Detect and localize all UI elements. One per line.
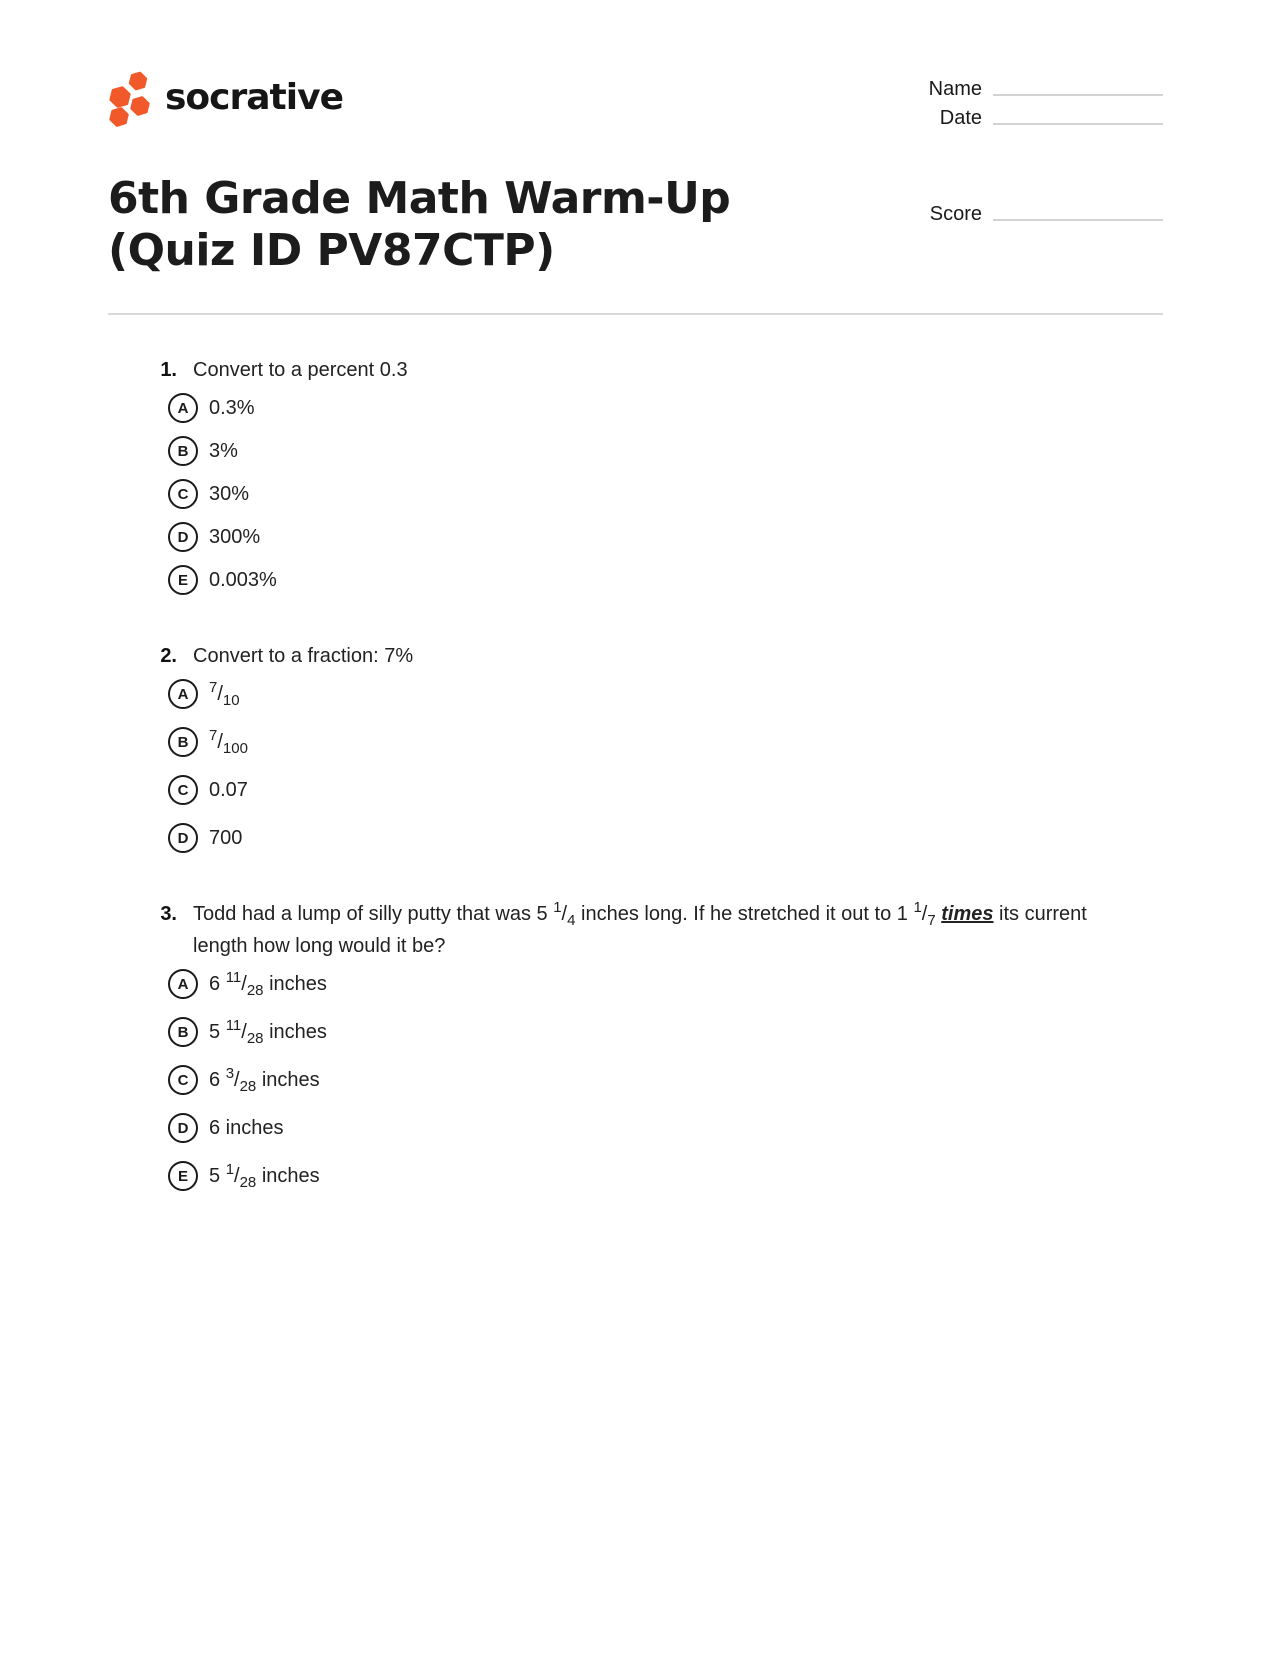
option-letter: D — [177, 528, 189, 546]
question-block — [108, 899, 1163, 1191]
socrative-wordmark: socrative — [165, 77, 343, 118]
option-text — [209, 440, 238, 463]
text-segment: inches — [263, 1020, 327, 1043]
date-field-row — [929, 107, 1163, 129]
text-segment: inches — [256, 1164, 320, 1187]
option-text — [209, 1160, 320, 1191]
option-bubble — [168, 436, 198, 466]
option-text — [209, 678, 240, 709]
answer-option-row — [168, 565, 1163, 595]
socrative-hexagons-icon — [108, 68, 152, 128]
option-text — [209, 1016, 327, 1047]
option-bubble — [168, 393, 198, 423]
question-text — [193, 899, 1098, 961]
question-block — [108, 641, 1163, 853]
text-segment: / — [234, 1068, 240, 1091]
options — [108, 393, 1163, 595]
option-text — [209, 526, 260, 549]
text-segment: Convert to a fraction: 7% — [193, 645, 414, 667]
name-label: Name — [928, 78, 982, 100]
option-letter: B — [177, 733, 189, 751]
option-letter: D — [177, 829, 189, 847]
option-text — [209, 397, 255, 420]
option-letter: C — [177, 485, 189, 503]
text-segment: 28 — [239, 1077, 257, 1095]
option-bubble — [168, 823, 198, 853]
text-segment: 1 — [225, 1160, 235, 1178]
answer-option-row — [168, 479, 1163, 509]
text-segment: / — [241, 972, 247, 995]
text-segment: 28 — [246, 981, 264, 999]
text-segment: 100 — [222, 739, 248, 757]
text-segment: 1 — [553, 899, 562, 916]
option-text — [209, 483, 249, 506]
page-header — [108, 68, 1163, 129]
answer-option-row — [168, 522, 1163, 552]
text-segment: its current length how long would it be? — [193, 903, 1087, 957]
text-segment: 7 — [927, 912, 936, 929]
option-letter: E — [177, 571, 188, 589]
option-text — [209, 968, 327, 999]
text-segment: 6 — [209, 972, 226, 995]
options — [108, 969, 1163, 1191]
text-segment: 11 — [225, 968, 242, 986]
text-segment: 4 — [567, 912, 576, 929]
text-segment: 6 — [209, 1068, 226, 1091]
text-segment: 7 — [209, 678, 218, 696]
option-bubble — [168, 1017, 198, 1047]
text-segment: / — [921, 903, 928, 925]
text-segment: Todd had a lump of silly putty that was 5 — [193, 903, 554, 925]
text-segment: / — [217, 682, 223, 705]
text-segment: inches — [256, 1068, 320, 1091]
option-text — [209, 827, 242, 850]
text-segment: / — [217, 730, 223, 753]
option-text — [209, 1117, 284, 1140]
option-bubble — [168, 1065, 198, 1095]
text-segment: / — [241, 1020, 247, 1043]
option-text — [209, 569, 277, 592]
option-letter: C — [177, 1071, 189, 1089]
question-number: 3. — [160, 903, 177, 925]
text-segment: times — [941, 903, 994, 925]
option-bubble — [168, 775, 198, 805]
option-letter: B — [177, 442, 189, 460]
option-letter: A — [177, 975, 189, 993]
text-segment: 28 — [246, 1029, 264, 1047]
question-block — [108, 355, 1163, 595]
option-bubble — [168, 479, 198, 509]
option-letter: A — [177, 685, 189, 703]
date-blank-line — [993, 123, 1163, 125]
answer-option-row — [168, 727, 1163, 757]
score-field — [930, 203, 1163, 225]
text-segment: 28 — [239, 1173, 257, 1191]
option-bubble — [168, 969, 198, 999]
option-bubble — [168, 522, 198, 552]
text-segment: 3 — [225, 1064, 235, 1082]
text-segment: 10 — [222, 691, 240, 709]
score-label: Score — [929, 203, 982, 225]
text-segment: 1 — [913, 899, 922, 916]
text-segment: 0.003% — [209, 568, 277, 591]
score-field-row — [930, 203, 1163, 225]
option-letter: E — [177, 1167, 188, 1185]
answer-option-row — [168, 1113, 1163, 1143]
text-segment: / — [234, 1164, 240, 1187]
text-segment: Convert to a percent 0.3 — [193, 359, 408, 381]
option-bubble — [168, 727, 198, 757]
answer-option-row — [168, 969, 1163, 999]
question-number: 2. — [160, 645, 177, 667]
answer-option-row — [168, 679, 1163, 709]
text-segment: 700 — [209, 826, 243, 849]
name-blank-line — [993, 94, 1163, 96]
name-field-row — [929, 78, 1163, 100]
text-segment: 300% — [209, 525, 261, 548]
score-blank-line — [993, 219, 1163, 221]
date-label: Date — [939, 107, 982, 129]
text-segment: 7 — [209, 726, 218, 744]
option-bubble — [168, 1161, 198, 1191]
option-letter: C — [177, 781, 189, 799]
text-segment: 5 — [209, 1164, 226, 1187]
option-letter: B — [177, 1023, 189, 1041]
socrative-logo — [108, 68, 343, 128]
text-segment: inches — [263, 972, 327, 995]
answer-option-row — [168, 1065, 1163, 1095]
answer-option-row — [168, 775, 1163, 805]
option-bubble — [168, 679, 198, 709]
question-row — [108, 641, 1163, 671]
option-letter: A — [177, 399, 189, 417]
answer-option-row — [168, 1161, 1163, 1191]
question-text — [193, 641, 413, 671]
text-segment: 11 — [225, 1016, 242, 1034]
option-text — [209, 1064, 320, 1095]
text-segment: 30% — [209, 482, 250, 505]
title-row — [108, 173, 1163, 277]
answer-option-row — [168, 1017, 1163, 1047]
text-segment: 3% — [209, 439, 238, 462]
student-fields — [929, 78, 1163, 129]
question-number: 1. — [160, 359, 177, 381]
text-segment: / — [561, 903, 568, 925]
text-segment: 0.3% — [209, 396, 255, 419]
option-bubble — [168, 1113, 198, 1143]
question-text — [193, 355, 408, 385]
answer-option-row — [168, 823, 1163, 853]
option-text — [209, 726, 248, 757]
questions — [108, 355, 1163, 1191]
quiz-title: 6th Grade Math Warm-Up (Quiz ID PV87CTP) — [108, 173, 731, 276]
option-letter: D — [177, 1119, 189, 1137]
header-divider — [108, 313, 1163, 315]
option-text — [209, 779, 248, 802]
options — [108, 679, 1163, 853]
text-segment: inches long. If he stretched it out to 1 — [575, 903, 914, 925]
question-row — [108, 355, 1163, 385]
answer-option-row — [168, 436, 1163, 466]
text-segment: 6 inches — [209, 1116, 284, 1139]
text-segment: 0.07 — [209, 778, 248, 801]
text-segment: 5 — [209, 1020, 226, 1043]
question-row — [108, 899, 1163, 961]
answer-option-row — [168, 393, 1163, 423]
option-bubble — [168, 565, 198, 595]
